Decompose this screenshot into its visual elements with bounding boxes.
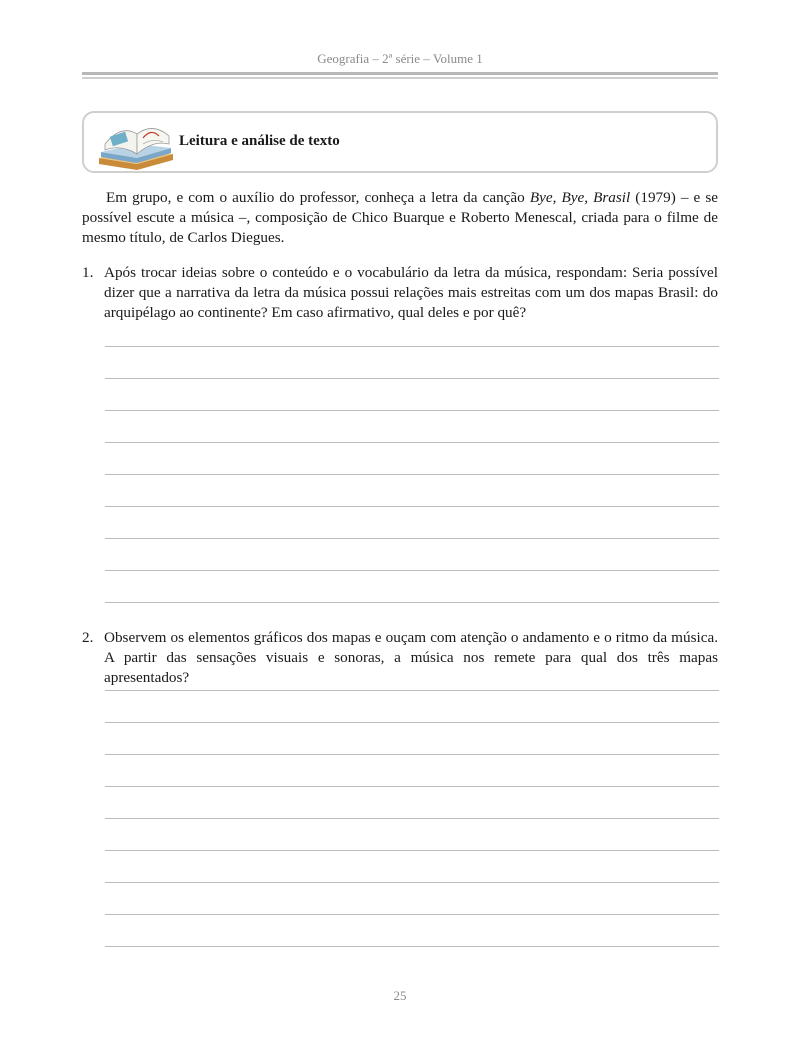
section-heading-box bbox=[82, 111, 718, 173]
open-book-icon bbox=[93, 114, 177, 170]
answer-line[interactable] bbox=[105, 570, 719, 571]
header-rule-secondary bbox=[82, 77, 718, 79]
question-1 bbox=[82, 263, 718, 323]
answer-line[interactable] bbox=[105, 378, 719, 379]
answer-line[interactable] bbox=[105, 410, 719, 411]
intro-text-after: (1979) – e se possível escute a música –, composição de Chico Buarque e Roberto Menescal, criada para o filme de mesmo título, de Carlos Diegues. bbox=[82, 189, 718, 246]
answer-line[interactable] bbox=[105, 346, 719, 347]
answer-line[interactable] bbox=[105, 690, 719, 691]
answer-line[interactable] bbox=[105, 914, 719, 915]
answer-line[interactable] bbox=[105, 850, 719, 851]
question-2 bbox=[82, 628, 718, 688]
answer-line[interactable] bbox=[105, 754, 719, 755]
running-head: Geografia – 2ª série – Volume 1 bbox=[317, 51, 483, 66]
answer-line[interactable] bbox=[105, 882, 719, 883]
answer-line[interactable] bbox=[105, 602, 719, 603]
intro-text-before: Em grupo, e com o auxílio do professor, conheça a letra da canção bbox=[106, 189, 530, 206]
answer-line[interactable] bbox=[105, 818, 719, 819]
answer-line[interactable] bbox=[105, 786, 719, 787]
answer-line[interactable] bbox=[105, 946, 719, 947]
answer-line[interactable] bbox=[105, 538, 719, 539]
header-rule bbox=[82, 72, 718, 75]
question-text: Observem os elementos gráficos dos mapas e ouçam com atenção o andamento e o ritmo da música. A partir das sensações visuais e sonoras, a música nos remete para qual dos três mapas apresentados? bbox=[104, 629, 718, 686]
question-number: 2. bbox=[82, 629, 94, 646]
page-number: 25 bbox=[393, 988, 407, 1003]
answer-line[interactable] bbox=[105, 474, 719, 475]
answer-line[interactable] bbox=[105, 506, 719, 507]
song-title: Bye, Bye, Brasil bbox=[529, 189, 631, 206]
intro-paragraph bbox=[82, 188, 718, 248]
question-number: 1. bbox=[82, 264, 94, 281]
answer-line[interactable] bbox=[105, 442, 719, 443]
answer-line[interactable] bbox=[105, 722, 719, 723]
question-text: Após trocar ideias sobre o conteúdo e o vocabulário da letra da música, respondam: Seria possível dizer que a narrativa da letra da música possui relações mais estreitas com um dos mapas Brasil: do arquipélago ao continente? Em caso afirmativo, qual deles e por quê? bbox=[104, 264, 718, 321]
section-title: Leitura e análise de texto bbox=[179, 133, 340, 149]
